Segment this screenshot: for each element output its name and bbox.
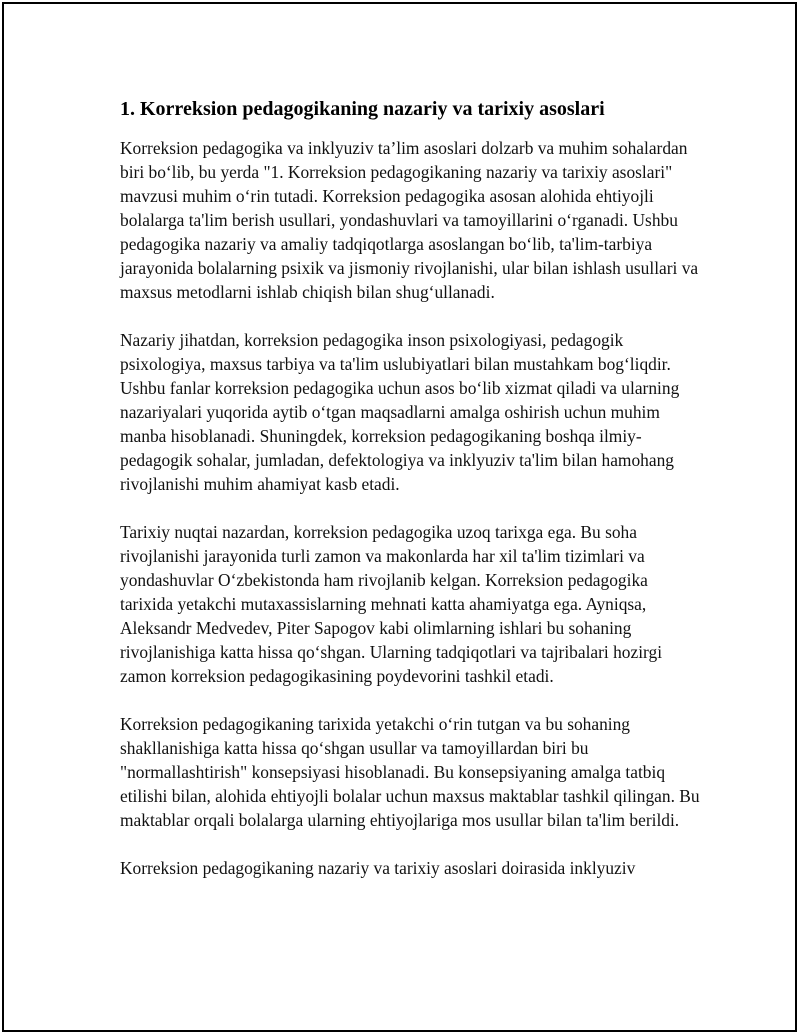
document-page bbox=[2, 2, 797, 1032]
document-body bbox=[120, 95, 700, 904]
section-heading: 1. Korreksion pedagogikaning nazariy va tarixiy asoslari bbox=[120, 98, 605, 120]
paragraph-4: Korreksion pedagogikaning tarixida yetakchi o‘rin tutgan va bu sohaning shakllanishiga katta hissa qo‘shgan usullar va tamoyillardan biri bu "normallashtirish" konsepsiyasi hisoblanadi. Bu konsepsiyaning amalga tatbiq etilishi bilan, alohida ehtiyojli bolalar uchun maxsus maktablar tashkil qilingan. Bu maktablar orqali bolalarga ularning ehtiyojlariga mos usullar bilan ta'lim berildi. bbox=[120, 714, 700, 830]
paragraph-2: Nazariy jihatdan, korreksion pedagogika inson psixologiyasi, pedagogik psixologiya, maxsus tarbiya va ta'lim uslubiyatlari bilan mustahkam bog‘liqdir. Ushbu fanlar korreksion pedagogika uchun asos bo‘lib xizmat qiladi va ularning nazariyalari yuqorida aytib o‘tgan maqsadlarni amalga oshirish uchun muhim manba hisoblanadi. Shuningdek, korreksion pedagogikaning boshqa ilmiy-pedagogik sohalar, jumladan, defektologiya va inklyuziv ta'lim bilan hamohang rivojlanishi muhim ahamiyat kasb etadi. bbox=[120, 330, 680, 494]
paragraph-5: Korreksion pedagogikaning nazariy va tarixiy asoslari doirasida inklyuziv bbox=[120, 858, 636, 878]
paragraph-1: Korreksion pedagogika va inklyuziv ta’lim asoslari dolzarb va muhim sohalardan biri bo‘lib, bu yerda "1. Korreksion pedagogikaning nazariy va tarixiy asoslari" mavzusi muhim o‘rin tutadi. Korreksion pedagogika asosan alohida ehtiyojli bolalarga ta'lim berish usullari, yondashuvlari va tamoyillarini o‘rganadi. Ushbu pedagogika nazariy va amaliy tadqiqotlarga asoslangan bo‘lib, ta'lim-tarbiya jarayonida bolalarning psixik va jismoniy rivojlanishi, ular bilan ishlash usullari va maxsus metodlarni ishlab chiqish bilan shug‘ullanadi. bbox=[120, 138, 699, 302]
paragraph-3: Tarixiy nuqtai nazardan, korreksion pedagogika uzoq tarixga ega. Bu soha rivojlanishi jarayonida turli zamon va makonlarda har xil ta'lim tizimlari va yondashuvlar O‘zbekistonda ham rivojlanib kelgan. Korreksion pedagogika tarixida yetakchi mutaxassislarning mehnati katta ahamiyatga ega. Ayniqsa, Aleksandr Medvedev, Piter Sapogov kabi olimlarning ishlari bu sohaning rivojlanishiga katta hissa qo‘shgan. Ularning tadqiqotlari va tajribalari hozirgi zamon korreksion pedagogikasining poydevorini tashkil etadi. bbox=[120, 522, 663, 686]
